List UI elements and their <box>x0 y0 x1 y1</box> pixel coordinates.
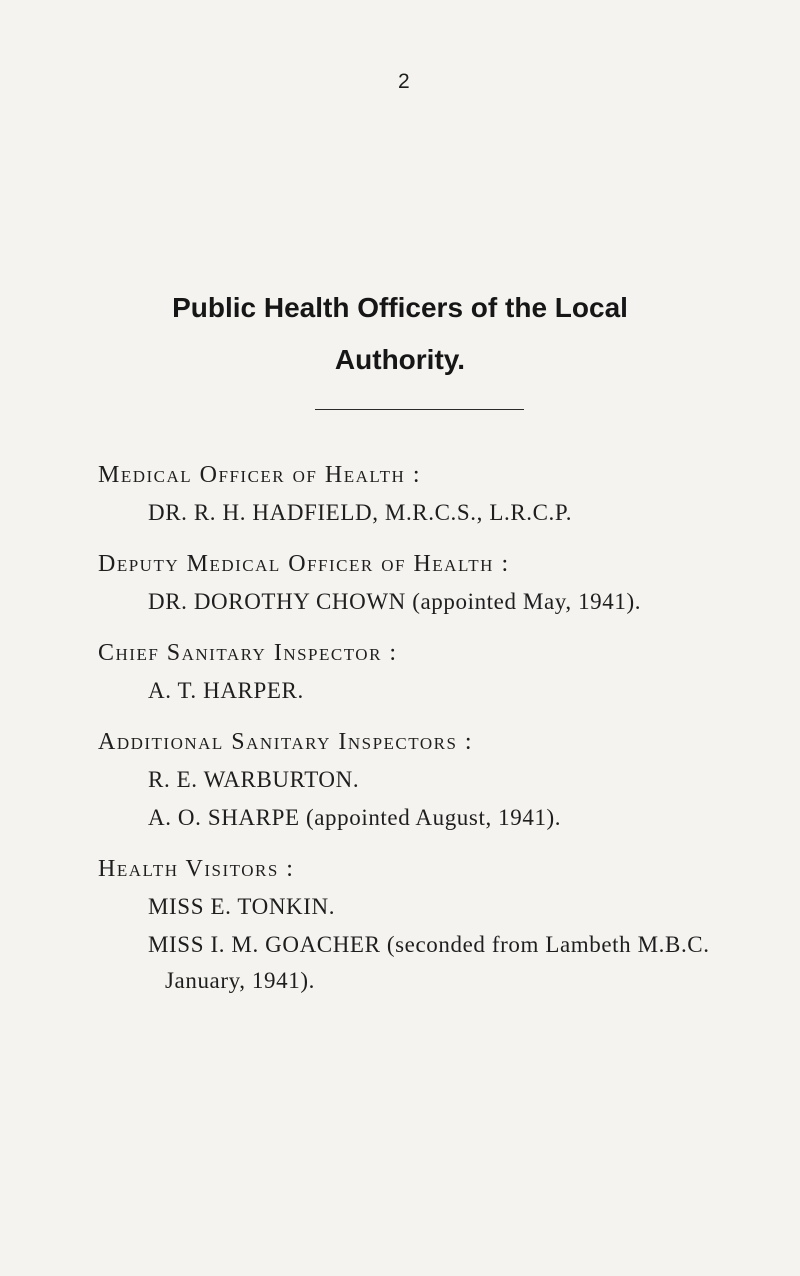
page-number: 2 <box>398 70 410 93</box>
section-heading: Additional Sanitary Inspectors : <box>98 729 474 755</box>
officer-name: MISS I. M. GOACHER (seconded from Lambeth M.B.C. <box>148 932 710 957</box>
officer-name: A. O. SHARPE (appointed August, 1941). <box>148 805 562 830</box>
officer-name-continuation: January, 1941). <box>165 968 315 993</box>
section-deputy-medical-officer <box>98 545 788 621</box>
officer-name: R. E. WARBURTON. <box>148 767 360 792</box>
section-health-visitors <box>98 850 788 998</box>
page-title <box>0 282 800 386</box>
officer-name: A. T. HARPER. <box>148 678 304 703</box>
section-heading: Deputy Medical Officer of Health : <box>98 551 510 577</box>
title-divider <box>315 409 524 410</box>
section-medical-officer <box>98 456 788 532</box>
section-heading: Health Visitors : <box>98 856 295 882</box>
section-additional-sanitary-inspectors <box>98 723 788 837</box>
page-title-line-2: Authority. <box>334 344 466 375</box>
officer-name: DR. R. H. HADFIELD, M.R.C.S., L.R.C.P. <box>148 500 573 525</box>
section-chief-sanitary-inspector <box>98 634 788 710</box>
page-title-line-1: Public Health Officers of the Local <box>172 292 628 323</box>
section-heading: Chief Sanitary Inspector : <box>98 640 398 666</box>
officer-name: MISS E. TONKIN. <box>148 894 336 919</box>
officer-list <box>98 456 788 998</box>
section-heading: Medical Officer of Health : <box>98 462 422 488</box>
officer-name: DR. DOROTHY CHOWN (appointed May, 1941). <box>148 589 642 614</box>
